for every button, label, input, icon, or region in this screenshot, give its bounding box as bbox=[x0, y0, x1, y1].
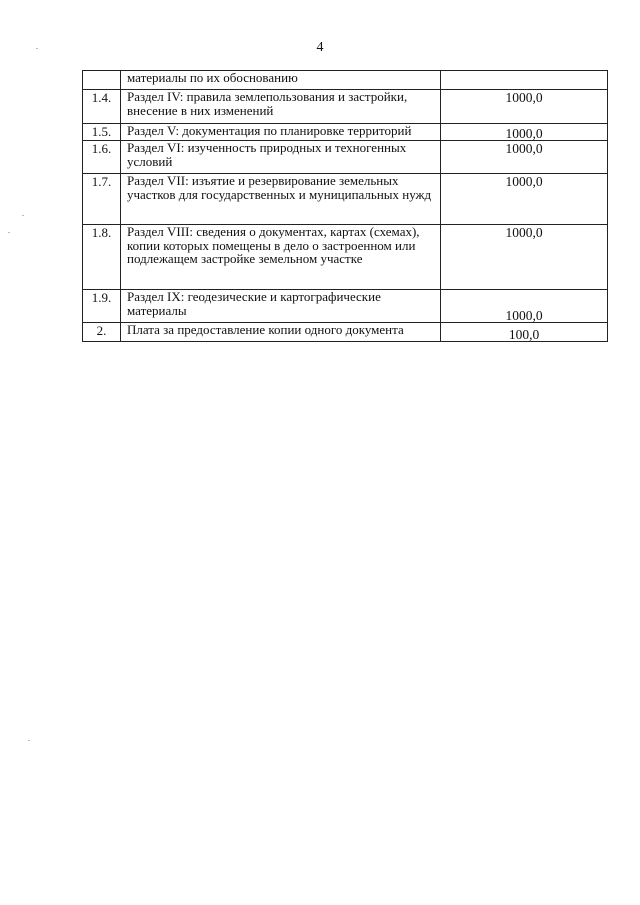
row-description: Раздел VII: изъятие и резервирование земельных участков для государственных и муниципальных нужд bbox=[121, 174, 441, 225]
scan-speck bbox=[8, 232, 10, 233]
row-number: 1.7. bbox=[83, 174, 121, 225]
page-number: 4 bbox=[316, 40, 324, 55]
row-description: Раздел VI: изученность природных и техногенных условий bbox=[121, 141, 441, 174]
scan-speck bbox=[22, 215, 24, 216]
row-price: 1000,0 bbox=[441, 124, 608, 141]
table-row bbox=[83, 225, 608, 290]
row-price: 1000,0 bbox=[441, 90, 608, 124]
row-description: материалы по их обоснованию bbox=[121, 71, 441, 90]
row-number: 1.4. bbox=[83, 90, 121, 124]
table-row bbox=[83, 323, 608, 342]
row-number bbox=[83, 71, 121, 90]
table-row bbox=[83, 90, 608, 124]
row-number: 1.8. bbox=[83, 225, 121, 290]
row-price: 1000,0 bbox=[441, 174, 608, 225]
scan-speck bbox=[28, 740, 30, 741]
row-number: 2. bbox=[83, 323, 121, 342]
row-description: Плата за предоставление копии одного документа bbox=[121, 323, 441, 342]
row-price: 1000,0 bbox=[441, 141, 608, 174]
row-description: Раздел IV: правила землепользования и застройки, внесение в них изменений bbox=[121, 90, 441, 124]
fee-table bbox=[82, 70, 608, 342]
row-price: 100,0 bbox=[441, 323, 608, 342]
scan-speck bbox=[36, 48, 38, 49]
row-description: Раздел VIII: сведения о документах, картах (схемах), копии которых помещены в дело о застроенном или подлежащем застройке земельном участке bbox=[121, 225, 441, 290]
row-number: 1.9. bbox=[83, 290, 121, 323]
row-number: 1.6. bbox=[83, 141, 121, 174]
row-price bbox=[441, 71, 608, 90]
row-price: 1000,0 bbox=[441, 225, 608, 290]
row-description: Раздел IX: геодезические и картографические материалы bbox=[121, 290, 441, 323]
table-row bbox=[83, 174, 608, 225]
row-description: Раздел V: документация по планировке территорий bbox=[121, 124, 441, 141]
row-price: 1000,0 bbox=[441, 290, 608, 323]
row-number: 1.5. bbox=[83, 124, 121, 141]
table-row bbox=[83, 290, 608, 323]
table-row bbox=[83, 124, 608, 141]
table-row bbox=[83, 141, 608, 174]
table-row bbox=[83, 71, 608, 90]
